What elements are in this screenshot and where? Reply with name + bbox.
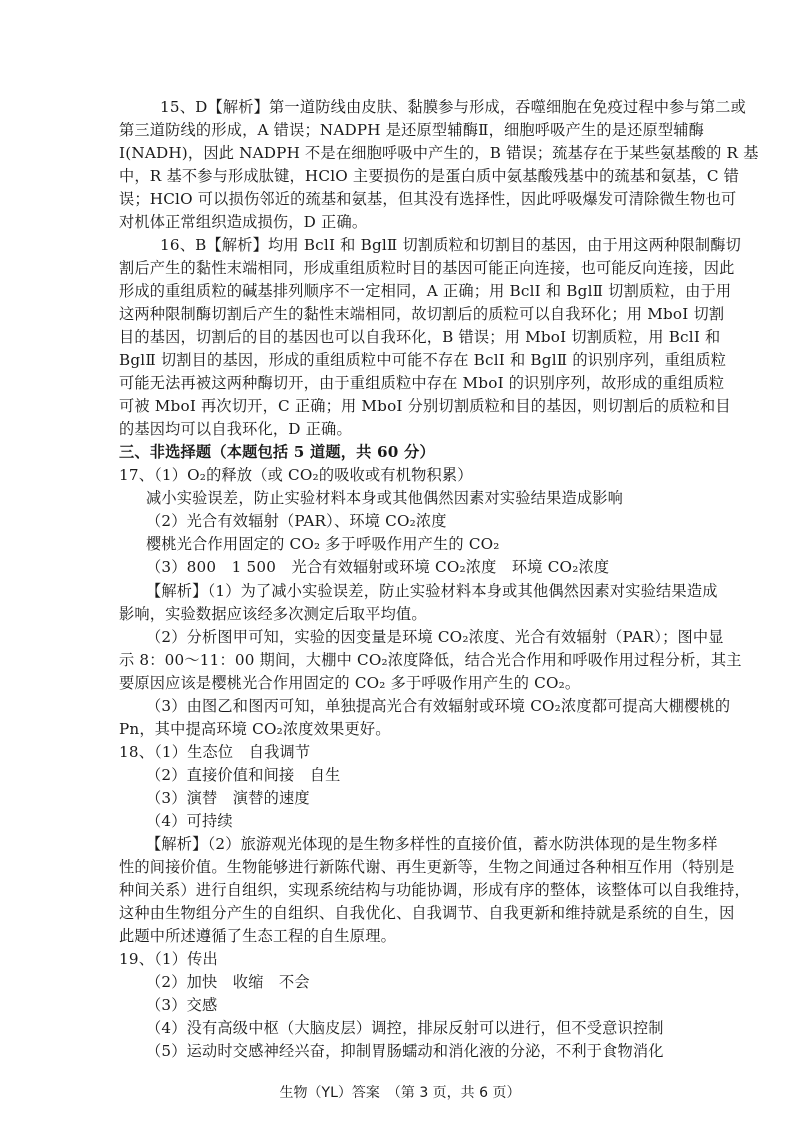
q16-line-7: 可能无法再被这两种酶切开，由于重组质粒中存在 MboⅠ 的识别序列，故形成的重组质粒 [119,374,725,392]
q16-line-3: 形成的重组质粒的碱基排列顺序不一定相同，A 正确；用 BclⅠ 和 BglⅡ 切割质粒，由于用 [119,282,732,300]
q16-line-1: 16、B【解析】均用 BclⅠ 和 BglⅡ 切割质粒和切割目的基因，由于用这两种限制酶切 [160,236,742,254]
q17-line-3: （2）光合有效辐射（PAR）、环境 CO₂浓度 [146,512,447,530]
q17-line-4: 樱桃光合作用固定的 CO₂ 多于呼吸作用产生的 CO₂ [146,535,500,553]
q17-analysis-7: Pn，其中提高环境 CO₂浓度效果更好。 [119,720,391,738]
q15-line-6: 对机体正常组织造成损伤，D 正确。 [119,213,368,231]
q15-line-5: 误；HClO 可以损伤邻近的巯基和氨基，但其没有选择性，因此呼吸爆发可清除微生物也可 [119,190,737,208]
q16-line-5: 目的基因，切割后的目的基因也可以自我环化，B 错误；用 MboⅠ 切割质粒，用 BclⅠ 和 [119,328,721,346]
q19-line-1: 19、（1）传出 [119,950,218,968]
q18-line-1: 18、（1）生态位 自我调节 [119,743,311,761]
q19-line-3: （3）交感 [146,996,218,1014]
q17-line-1: 17、（1）O₂的释放（或 CO₂的吸收或有机物积累） [119,466,473,484]
q18-analysis-1: 【解析】（2）旅游观光体现的是生物多样性的直接价值，蓄水防洪体现的是生物多样 [146,835,718,853]
q17-line-5: （3）800 1 500 光合有效辐射或环境 CO₂浓度 环境 CO₂浓度 [146,558,610,576]
q17-analysis-4: 示 8：00～11：00 期间，大棚中 CO₂浓度降低，结合光合作用和呼吸作用过程分析，其主 [119,651,742,669]
q19-line-5: （5）运动时交感神经兴奋，抑制胃肠蠕动和消化液的分泌，不利于食物消化 [146,1042,664,1060]
q17-analysis-5: 要原因应该是樱桃光合作用固定的 CO₂ 多于呼吸作用产生的 CO₂。 [119,674,581,692]
q17-analysis-3: （2）分析图甲可知，实验的因变量是环境 CO₂浓度、光合有效辐射（PAR）；图中显 [146,628,724,646]
q19-line-2: （2）加快 收缩 不会 [146,973,310,991]
q18-line-4: （4）可持续 [146,812,233,830]
q16-line-2: 割后产生的黏性末端相同，形成重组质粒时目的基因可能正向连接，也可能反向连接，因此 [119,259,735,277]
q18-analysis-3: 种间关系）进行自组织，实现系统结构与功能协调，形成有序的整体，该整体可以自我维持， [119,881,750,899]
q17-line-2: 减小实验误差，防止实验材料本身或其他偶然因素对实验结果造成影响 [146,489,624,507]
q18-line-2: （2）直接价值和间接 自生 [146,766,341,784]
q16-line-4: 这两种限制酶切割后产生的黏性末端相同，故切割后的质粒可以自我环化；用 MboⅠ 切割 [119,305,725,323]
q17-analysis-6: （3）由图乙和图丙可知，单独提高光合有效辐射或环境 CO₂浓度都可提高大棚樱桃的 [146,697,731,715]
page-footer: 生物（YL）答案 （第 3 页，共 6 页） [279,1085,521,1101]
q16-line-8: 可被 MboⅠ 再次切开，C 正确；用 MboⅠ 分别切割质粒和目的基因，则切割后的质粒和目 [119,397,731,415]
q16-line-9: 的基因均可以自我环化，D 正确。 [119,420,352,438]
q18-line-3: （3）演替 演替的速度 [146,789,310,807]
q18-analysis-5: 此题中所述遵循了生态工程的自生原理。 [119,927,396,945]
q17-analysis-2: 影响，实验数据应该经多次测定后取平均值。 [119,605,427,623]
q15-line-2: 第三道防线的形成，A 错误；NADPH 是还原型辅酶Ⅱ，细胞呼吸产生的是还原型辅酶 [119,121,705,139]
q18-analysis-4: 这种由生物组分产生的自组织、自我优化、自我调节、自我更新和维持就是系统的自生，因 [119,904,735,922]
section-heading: 三、非选择题（本题包括 5 道题，共 60 分） [119,443,435,461]
q16-line-6: BglⅡ 切割目的基因，形成的重组质粒中可能不存在 BclⅠ 和 BglⅡ 的识别序列，重组质粒 [119,351,727,369]
q15-line-1: 15、D【解析】第一道防线由皮肤、黏膜参与形成，吞噬细胞在免疫过程中参与第二或 [160,98,747,116]
q15-line-3: I(NADH)，因此 NADPH 不是在细胞呼吸中产生的，B 错误；巯基存在于某些氨基酸的 R 基 [119,144,759,162]
q15-line-4: 中，R 基不参与形成肽键，HClO 主要损伤的是蛋白质中氨基酸残基中的巯基和氨基，C 错 [119,167,740,185]
q17-analysis-1: 【解析】（1）为了减小实验误差，防止实验材料本身或其他偶然因素对实验结果造成 [146,582,718,600]
q19-line-4: （4）没有高级中枢（大脑皮层）调控，排尿反射可以进行，但不受意识控制 [146,1019,664,1037]
q18-analysis-2: 性的间接价值。生物能够进行新陈代谢、再生更新等，生物之间通过各种相互作用（特别是 [119,858,735,876]
